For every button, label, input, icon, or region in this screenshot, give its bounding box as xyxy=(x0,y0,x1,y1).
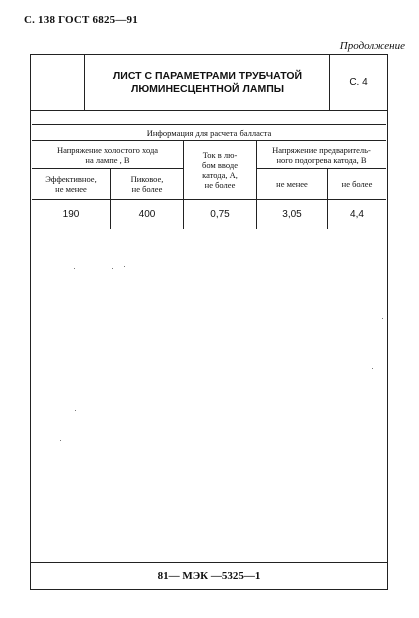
header-cathode-current xyxy=(184,142,256,198)
group-open-circuit-voltage xyxy=(32,142,183,168)
caption-rule xyxy=(32,140,386,141)
effective-line-1: Эффективное, xyxy=(45,174,97,184)
title-row xyxy=(31,55,387,111)
scan-speck xyxy=(124,266,125,267)
scan-speck xyxy=(75,410,76,411)
scan-speck xyxy=(74,268,75,269)
subheader-min: не менее xyxy=(276,179,308,189)
current-line-4: не более xyxy=(204,180,236,190)
continuation-label: Продолжение xyxy=(339,40,405,52)
peak-line-2: не более xyxy=(131,184,163,194)
cell-effective: 190 xyxy=(62,208,80,220)
cell-peak: 400 xyxy=(138,208,156,220)
current-line-3: катода, А, xyxy=(202,170,238,180)
sheet-number: С. 4 xyxy=(349,77,368,88)
current-line-1: Ток в лю- xyxy=(202,150,238,160)
group2-line-2: ного подогрева катода, В xyxy=(276,155,367,165)
group2-rule xyxy=(257,168,386,169)
scan-speck xyxy=(112,268,113,269)
sheet-title-line-2: ЛЮМИНЕСЦЕНТНОЙ ЛАМПЫ xyxy=(130,82,285,95)
group2-line-1: Напряжение предваритель- xyxy=(272,145,371,155)
page-header: С. 138 ГОСТ 6825—91 xyxy=(24,14,138,26)
group1-line-1: Напряжение холостого хода xyxy=(56,145,159,155)
subheader-max: не более xyxy=(341,179,373,189)
group1-line-2: на лампе , В xyxy=(85,155,130,165)
cell-current: 0,75 xyxy=(210,208,230,220)
scan-speck xyxy=(372,368,373,369)
cell-min: 3,05 xyxy=(282,208,302,220)
footer-code: 81— МЭК —5325—1 xyxy=(157,570,261,582)
subheader-peak xyxy=(111,170,183,198)
sheet-title xyxy=(86,55,330,110)
scan-speck xyxy=(382,318,383,319)
table-caption: Информация для расчета балласта xyxy=(146,127,272,138)
sheet-title-line-1: ЛИСТ С ПАРАМЕТРАМИ ТРУБЧАТОЙ xyxy=(112,69,303,82)
group1-rule xyxy=(32,168,183,169)
group-preheat-voltage xyxy=(257,142,386,168)
title-left-cell xyxy=(31,55,85,110)
effective-line-2: не менее xyxy=(55,184,87,194)
peak-line-1: Пиковое, xyxy=(130,174,164,184)
scan-speck xyxy=(60,440,61,441)
footer-rule xyxy=(31,562,387,563)
cell-max: 4,4 xyxy=(350,208,364,220)
header-bottom-rule xyxy=(32,199,386,200)
subheader-effective xyxy=(32,170,110,198)
current-line-2: бом вводе xyxy=(202,160,238,170)
